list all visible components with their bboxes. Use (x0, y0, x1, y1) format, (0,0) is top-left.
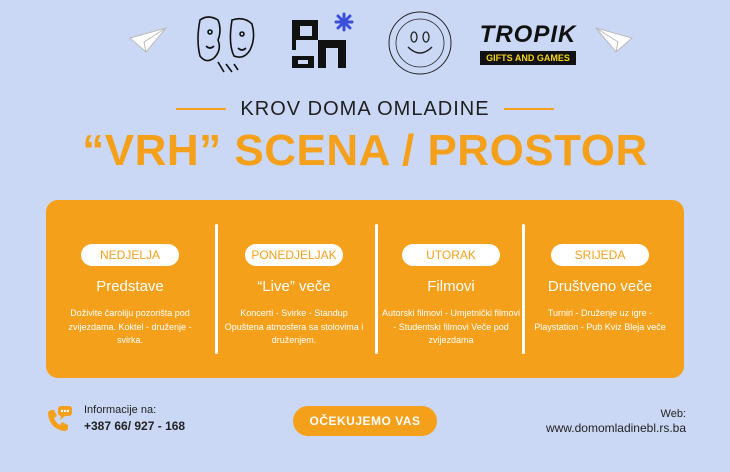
subtitle-line-right (504, 108, 554, 110)
dom-omladine-logo (286, 8, 362, 78)
day-description: Turniri - Druženje uz igre - Playstation - Pub Kviz Bleja veče (534, 308, 666, 332)
subtitle: KROV DOMA OMLADINE (240, 97, 490, 120)
day-description: Koncerti - Svirke - Standup Opuštena atmosfera sa stolovima i druženjem. (224, 308, 364, 345)
tropik-logo (476, 8, 580, 78)
subtitle-line-left (176, 108, 226, 110)
phone-chat-icon (44, 404, 74, 434)
paper-plane-right-icon (594, 24, 634, 54)
web-label: Web: (660, 408, 686, 420)
cta-button[interactable]: OČEKUJEMO VAS (293, 406, 437, 436)
day-card-tuesday (379, 200, 523, 378)
day-card-sunday (58, 200, 202, 378)
subtitle-row (0, 96, 730, 122)
day-card-wednesday (528, 200, 672, 378)
day-title: Filmovi (427, 278, 475, 295)
phone-number[interactable]: +387 66/ 927 - 168 (84, 419, 186, 433)
paper-plane-left-icon (128, 24, 168, 54)
info-label: Informacije na: (84, 404, 157, 416)
day-description: Doživite čaroliju pozorišta pod zvijezdama. Koktel - druženje - svirka. (68, 308, 192, 345)
day-badge: NEDJELJA (81, 244, 179, 266)
column-divider (215, 224, 218, 354)
page-title: “VRH” SCENA / PROSTOR (82, 126, 648, 175)
website-link[interactable]: www.domomladinebl.rs.ba (545, 421, 686, 435)
day-description: Autorski filmovi - Umjetnički filmovi - Studentski filmovi Veče pod zvijezdama (381, 308, 521, 345)
column-divider (375, 224, 378, 354)
tropik-tagline: GIFTS AND GAMES (480, 51, 576, 65)
day-card-monday (222, 200, 366, 378)
day-badge: PONEDJELJAK (245, 244, 343, 266)
faces-logo (186, 8, 266, 78)
column-divider (522, 224, 525, 354)
smiley-seal-logo (384, 8, 456, 78)
day-badge: UTORAK (402, 244, 500, 266)
schedule-panel (46, 200, 684, 378)
day-title: Društveno veče (547, 278, 653, 295)
day-title: Predstave (96, 278, 164, 295)
tropik-wordmark: TROPIK (479, 21, 577, 48)
day-badge: SRIJEDA (551, 244, 649, 266)
day-title: “Live” veče (257, 278, 331, 295)
